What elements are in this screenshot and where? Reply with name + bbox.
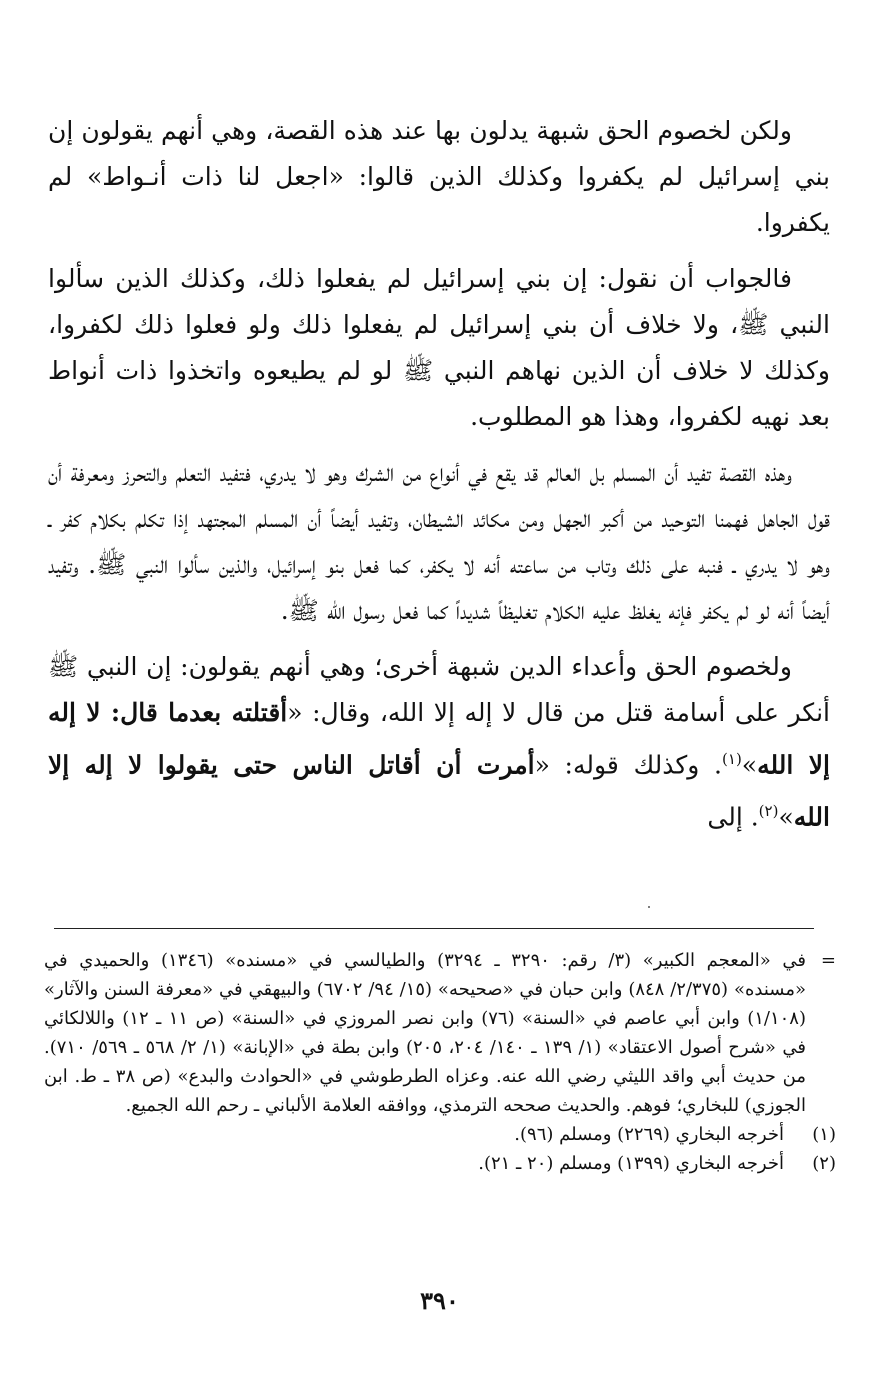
paragraph-4-text: . وكذلك قوله: « xyxy=(534,750,723,780)
footnote-continuation-text: في «المعجم الكبير» (٣/ رقم: ٣٢٩٠ ـ ٣٢٩٤) والطيالسي في «مسنده» (١٣٤٦) والحميدي في «مسنده» (٢/٣٧٥/ ٨٤٨) وابن حبان في «صحيحه» (١٥/ ٩٤/ ٦٧٠٢) والبيهقي في «معرفة السنن والآثار» (١/١٠٨) وابن أبي عاصم في «السنة» (٧٦) وابن نصر المروزي في «السنة» (ص ١١ ـ ١٢) واللالكائي في «شرح أصول الاعتقاد» (١/ ١٣٩ ـ ١٤٠/ ٢٠٤، ٢٠٥) وابن بطة في «الإبانة» (١/ ٢/ ٥٦٨ ـ ٥٦٩/ ٧١٠). من حديث أبي واقد الليثي رضي الله عنه. وعزاه الطرطوشي في «الحوادث والبدع» (ص ٣٨ ـ ط. ابن الجوزي) للبخاري؛ فوهم. والحديث صححه الترمذي، ووافقه العلامة الألباني ـ رحم الله الجميع. xyxy=(44,950,807,1116)
main-text xyxy=(48,108,830,851)
footnote-number: (١) xyxy=(812,1124,836,1145)
footnote-ref-1: (١) xyxy=(722,750,742,768)
footnote-text: أخرجه البخاري (٢٢٦٩) ومسلم (٩٦). xyxy=(514,1124,784,1145)
paragraph-4 xyxy=(48,644,830,841)
footnote-continuation xyxy=(44,946,836,1120)
footnote-text: أخرجه البخاري (١٣٩٩) ومسلم (٢٠ ـ ٢١). xyxy=(478,1153,784,1174)
paragraph-3: وهذه القصة تفيد أن المسلم بل العالم قد يقع في أنواع من الشرك وهو لا يدري، فتفيد التعلم والتحرز ومعرفة أن قول الجاهل فهمنا التوحيد من أكبر الجهل ومن مكائد الشيطان، وتفيد أيضاً أن المسلم المجتهد إذا تكلم بكلام كفر ـ وهو لا يدري ـ فنبه على ذلك وتاب من ساعته أنه لا يكفر، كما فعل بنو إسرائيل، والذين سألوا النبي ﷺ. وتفيد أيضاً أنه لو لم يكفر فإنه يغلظ عليه الكلام تغليظاً شديداً كما فعل رسول الله ﷺ. xyxy=(48,458,830,625)
paragraph-4-text: ولخصوم الحق وأعداء الدين شبهة أخرى؛ وهي أنهم يقولون: إن النبي ﷺ أنكر على أسامة قتل من قال لا إله إلا الله، وقال: « xyxy=(48,652,830,727)
footnote-2 xyxy=(44,1149,836,1178)
footnote-separator xyxy=(54,928,814,929)
paragraph-2: فالجواب أن نقول: إن بني إسرائيل لم يفعلوا ذلك، وكذلك الذين سألوا النبي ﷺ، ولا خلاف أن بني إسرائيل لم يفعلوا ذلك ولو فعلوا ذلك لكفروا، وكذلك لا خلاف أن الذين نهاهم النبي ﷺ لو لم يطيعوه واتخذوا ذات أنواط بعد نهيه لكفروا، وهذا هو المطلوب. xyxy=(48,264,830,431)
footnotes xyxy=(44,946,836,1178)
page-number: ٣٩٠ xyxy=(420,1286,459,1315)
footnote-ref-2: (٢) xyxy=(758,802,779,821)
paragraph-1: ولكن لخصوم الحق شبهة يدلون بها عند هذه القصة، وهي أنهم يقولون إن بني إسرائيل لم يكفروا وكذلك الذين قالوا: «اجعل لنا ذات أنـواط» لم يكفروا. xyxy=(48,116,830,237)
quote-close: » xyxy=(778,802,794,832)
footnote-number: (٢) xyxy=(812,1153,836,1174)
footnote-1 xyxy=(44,1120,836,1149)
scan-speck xyxy=(648,906,650,908)
quote-close: » xyxy=(741,750,758,780)
hadith-quote-1: أقتلته بعدما قال: لا إله إلا الله xyxy=(48,698,830,780)
paragraph-4-text: . إلى xyxy=(707,802,759,832)
hadith-quote-2: أمرت أن أقاتل الناس حتى يقولوا لا إله إلا الله xyxy=(48,750,830,832)
continuation-marker: = xyxy=(820,950,836,971)
